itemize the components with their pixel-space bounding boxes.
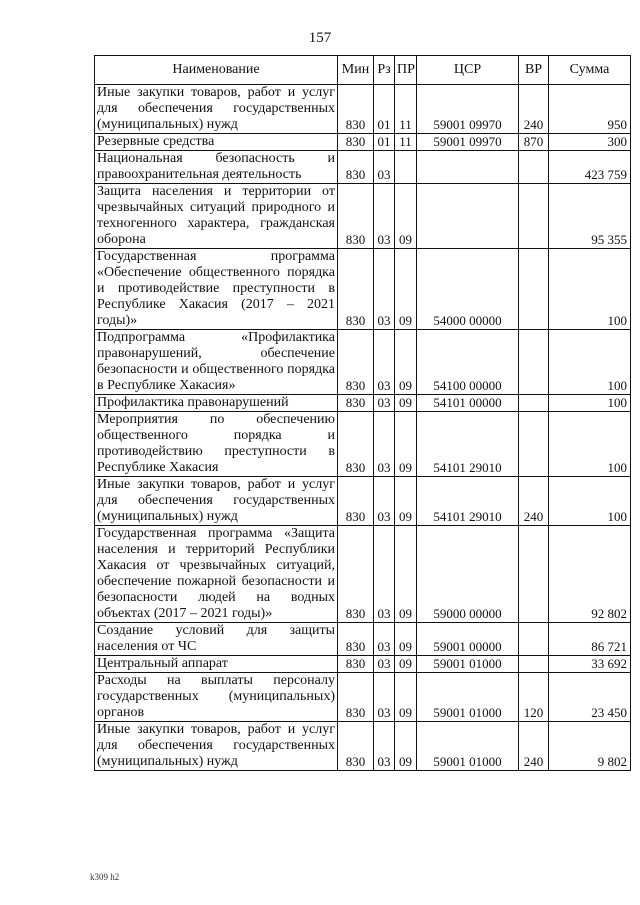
page-number: 157 <box>308 30 332 46</box>
row-vr-cell <box>519 412 549 477</box>
row-name-cell: Национальная безопасность и правоохранительная деятельность <box>95 151 338 184</box>
table-row <box>95 151 631 184</box>
row-csr-cell: 54101 29010 <box>417 477 519 526</box>
table-row <box>95 656 631 673</box>
row-csr-cell: 59001 09970 <box>417 134 519 151</box>
row-vr-cell: 240 <box>519 85 549 134</box>
row-rz-cell: 03 <box>374 477 395 526</box>
row-name-cell: Государственная программа «Защита населения и территорий Республики Хакасия от чрезвычайных ситуаций, обеспечение пожарной безопасности и безопасности людей на водных объектах (2017 – 2021 годы)» <box>95 526 338 623</box>
row-csr-cell <box>417 184 519 249</box>
row-sum-cell: 95 355 <box>549 184 631 249</box>
row-rz-cell: 01 <box>374 85 395 134</box>
row-name-cell: Иные закупки товаров, работ и услуг для обеспечения государственных (муниципальных) нужд <box>95 722 338 771</box>
row-sum-cell: 100 <box>549 395 631 412</box>
column-header-csr: ЦСР <box>417 56 519 85</box>
row-rz-cell: 03 <box>374 184 395 249</box>
row-rz-cell: 03 <box>374 656 395 673</box>
row-rz-cell: 03 <box>374 330 395 395</box>
row-pr-cell: 11 <box>395 134 417 151</box>
footer-code: k309 h2 <box>90 872 120 882</box>
table-row <box>95 477 631 526</box>
row-csr-cell: 59001 01000 <box>417 722 519 771</box>
row-rz-cell: 03 <box>374 722 395 771</box>
row-csr-cell <box>417 151 519 184</box>
row-min-cell: 830 <box>338 395 374 412</box>
row-min-cell: 830 <box>338 85 374 134</box>
row-pr-cell: 09 <box>395 623 417 656</box>
row-rz-cell: 03 <box>374 151 395 184</box>
row-sum-cell: 423 759 <box>549 151 631 184</box>
row-sum-cell: 23 450 <box>549 673 631 722</box>
row-min-cell: 830 <box>338 184 374 249</box>
row-rz-cell: 03 <box>374 673 395 722</box>
row-sum-cell: 92 802 <box>549 526 631 623</box>
row-min-cell: 830 <box>338 477 374 526</box>
row-sum-cell: 100 <box>549 330 631 395</box>
row-csr-cell: 59001 01000 <box>417 673 519 722</box>
row-name-cell: Создание условий для защиты населения от ЧС <box>95 623 338 656</box>
row-pr-cell: 09 <box>395 477 417 526</box>
row-pr-cell: 09 <box>395 656 417 673</box>
row-name-cell: Профилактика правонарушений <box>95 395 338 412</box>
column-header-rz: Рз <box>374 56 395 85</box>
row-csr-cell: 59001 09970 <box>417 85 519 134</box>
row-rz-cell: 03 <box>374 623 395 656</box>
row-csr-cell: 59001 01000 <box>417 656 519 673</box>
column-header-vr: ВР <box>519 56 549 85</box>
row-rz-cell: 03 <box>374 395 395 412</box>
row-rz-cell: 01 <box>374 134 395 151</box>
table-row <box>95 134 631 151</box>
row-min-cell: 830 <box>338 656 374 673</box>
row-vr-cell: 870 <box>519 134 549 151</box>
row-min-cell: 830 <box>338 526 374 623</box>
table-row <box>95 85 631 134</box>
row-vr-cell: 240 <box>519 722 549 771</box>
row-name-cell: Государственная программа «Обеспечение общественного порядка и противодействие преступности в Республике Хакасия (2017 – 2021 годы)» <box>95 249 338 330</box>
budget-table <box>94 55 631 771</box>
table-row <box>95 395 631 412</box>
row-vr-cell: 120 <box>519 673 549 722</box>
row-name-cell: Иные закупки товаров, работ и услуг для обеспечения государственных (муниципальных) нужд <box>95 477 338 526</box>
row-sum-cell: 100 <box>549 477 631 526</box>
row-min-cell: 830 <box>338 249 374 330</box>
row-name-cell: Иные закупки товаров, работ и услуг для обеспечения государственных (муниципальных) нужд <box>95 85 338 134</box>
table-row <box>95 330 631 395</box>
row-name-cell: Резервные средства <box>95 134 338 151</box>
row-vr-cell <box>519 656 549 673</box>
row-name-cell: Расходы на выплаты персоналу государственных (муниципальных) органов <box>95 673 338 722</box>
row-rz-cell: 03 <box>374 526 395 623</box>
column-header-pr: ПР <box>395 56 417 85</box>
row-sum-cell: 100 <box>549 412 631 477</box>
row-min-cell: 830 <box>338 623 374 656</box>
row-vr-cell <box>519 395 549 412</box>
row-min-cell: 830 <box>338 151 374 184</box>
row-min-cell: 830 <box>338 722 374 771</box>
table-row <box>95 673 631 722</box>
row-vr-cell <box>519 623 549 656</box>
table-row <box>95 623 631 656</box>
row-pr-cell <box>395 151 417 184</box>
row-sum-cell: 100 <box>549 249 631 330</box>
row-min-cell: 830 <box>338 412 374 477</box>
row-csr-cell: 54101 00000 <box>417 395 519 412</box>
row-sum-cell: 9 802 <box>549 722 631 771</box>
row-pr-cell: 09 <box>395 330 417 395</box>
table-header-row <box>95 56 631 85</box>
row-name-cell: Центральный аппарат <box>95 656 338 673</box>
table-row <box>95 412 631 477</box>
row-min-cell: 830 <box>338 134 374 151</box>
table-row <box>95 249 631 330</box>
row-pr-cell: 09 <box>395 526 417 623</box>
row-pr-cell: 09 <box>395 395 417 412</box>
table-row <box>95 184 631 249</box>
row-name-cell: Мероприятия по обеспечению общественного порядка и противодействию преступности в Республике Хакасия <box>95 412 338 477</box>
row-rz-cell: 03 <box>374 412 395 477</box>
row-pr-cell: 09 <box>395 412 417 477</box>
row-pr-cell: 09 <box>395 722 417 771</box>
row-min-cell: 830 <box>338 330 374 395</box>
row-vr-cell <box>519 330 549 395</box>
column-header-sum: Сумма <box>549 56 631 85</box>
column-header-min: Мин <box>338 56 374 85</box>
row-pr-cell: 09 <box>395 249 417 330</box>
row-sum-cell: 33 692 <box>549 656 631 673</box>
row-vr-cell <box>519 151 549 184</box>
row-csr-cell: 59000 00000 <box>417 526 519 623</box>
row-sum-cell: 300 <box>549 134 631 151</box>
row-pr-cell: 09 <box>395 673 417 722</box>
row-vr-cell <box>519 526 549 623</box>
row-csr-cell: 59001 00000 <box>417 623 519 656</box>
table-row <box>95 526 631 623</box>
row-csr-cell: 54101 29010 <box>417 412 519 477</box>
row-sum-cell: 86 721 <box>549 623 631 656</box>
row-pr-cell: 09 <box>395 184 417 249</box>
row-rz-cell: 03 <box>374 249 395 330</box>
column-header-name: Наименование <box>95 56 338 85</box>
row-vr-cell <box>519 249 549 330</box>
table-row <box>95 722 631 771</box>
row-name-cell: Защита населения и территории от чрезвычайных ситуаций природного и техногенного характера, гражданская оборона <box>95 184 338 249</box>
row-csr-cell: 54100 00000 <box>417 330 519 395</box>
row-csr-cell: 54000 00000 <box>417 249 519 330</box>
row-vr-cell: 240 <box>519 477 549 526</box>
row-sum-cell: 950 <box>549 85 631 134</box>
row-pr-cell: 11 <box>395 85 417 134</box>
row-name-cell: Подпрограмма «Профилактика правонарушений, обеспечение безопасности и общественного порядка в Республике Хакасия» <box>95 330 338 395</box>
row-min-cell: 830 <box>338 673 374 722</box>
row-vr-cell <box>519 184 549 249</box>
